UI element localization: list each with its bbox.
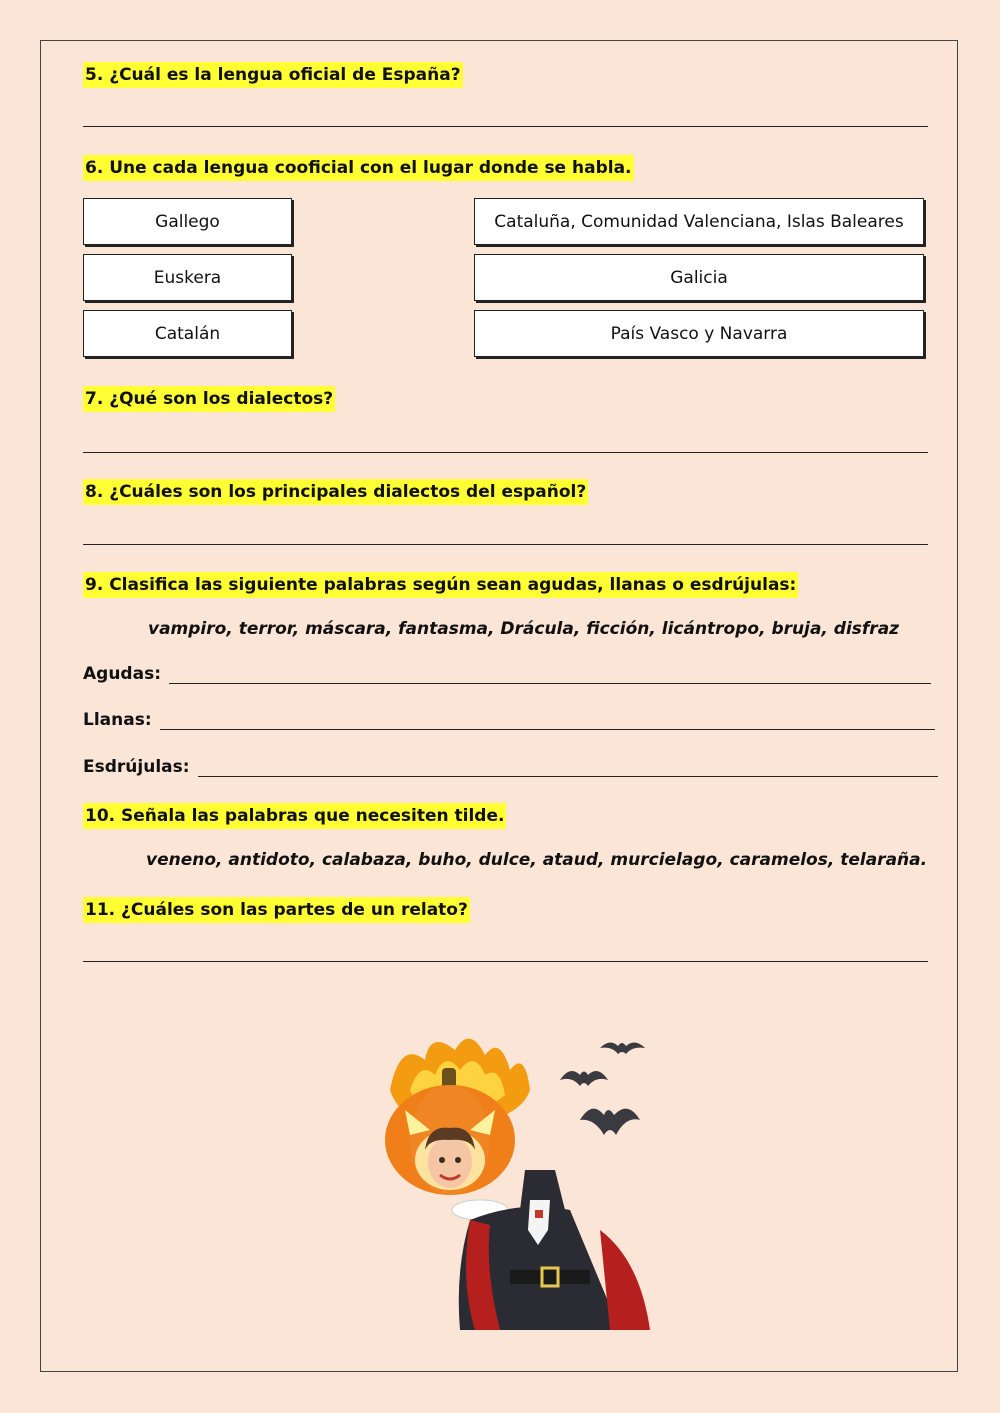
language-box-gallego[interactable]: Gallego	[83, 198, 292, 245]
question-6: 6. Une cada lengua cooficial con el lugar donde se habla.	[83, 155, 634, 181]
answer-line-5[interactable]	[83, 126, 928, 127]
language-box-catalan[interactable]: Catalán	[83, 310, 292, 357]
question-5: 5. ¿Cuál es la lengua oficial de España?	[83, 62, 463, 88]
answer-line-11[interactable]	[83, 961, 928, 962]
word-list-10: veneno, antidoto, calabaza, buho, dulce, ataud, murcielago, caramelos, telaraña.	[146, 850, 928, 870]
answer-line-7[interactable]	[83, 452, 928, 453]
answer-line-agudas[interactable]	[169, 669, 931, 684]
category-label-esdrujulas: Esdrújulas:	[83, 757, 190, 777]
place-box-cataluna[interactable]: Cataluña, Comunidad Valenciana, Islas Baleares	[474, 198, 924, 245]
question-8: 8. ¿Cuáles son los principales dialectos del español?	[83, 479, 588, 505]
question-7: 7. ¿Qué son los dialectos?	[83, 386, 335, 412]
place-box-pais-vasco[interactable]: País Vasco y Navarra	[474, 310, 924, 357]
question-11: 11. ¿Cuáles son las partes de un relato?	[83, 897, 470, 923]
category-llanas	[83, 710, 935, 730]
category-esdrujulas	[83, 757, 938, 777]
question-10: 10. Señala las palabras que necesiten tilde.	[83, 803, 506, 829]
place-box-galicia[interactable]: Galicia	[474, 254, 924, 301]
language-box-euskera[interactable]: Euskera	[83, 254, 292, 301]
answer-line-8[interactable]	[83, 544, 928, 545]
vampire-body-icon	[459, 1170, 650, 1330]
halloween-illustration	[370, 1030, 670, 1330]
category-agudas	[83, 664, 931, 684]
category-label-llanas: Llanas:	[83, 710, 152, 730]
question-9: 9. Clasifica las siguiente palabras según sean agudas, llanas o esdrújulas:	[83, 572, 798, 598]
bat-icon	[560, 1042, 645, 1135]
answer-line-llanas[interactable]	[160, 715, 935, 730]
category-label-agudas: Agudas:	[83, 664, 161, 684]
answer-line-esdrujulas[interactable]	[198, 762, 938, 777]
word-list-9: vampiro, terror, máscara, fantasma, Drácula, ficción, licántropo, bruja, disfraz	[148, 619, 900, 639]
